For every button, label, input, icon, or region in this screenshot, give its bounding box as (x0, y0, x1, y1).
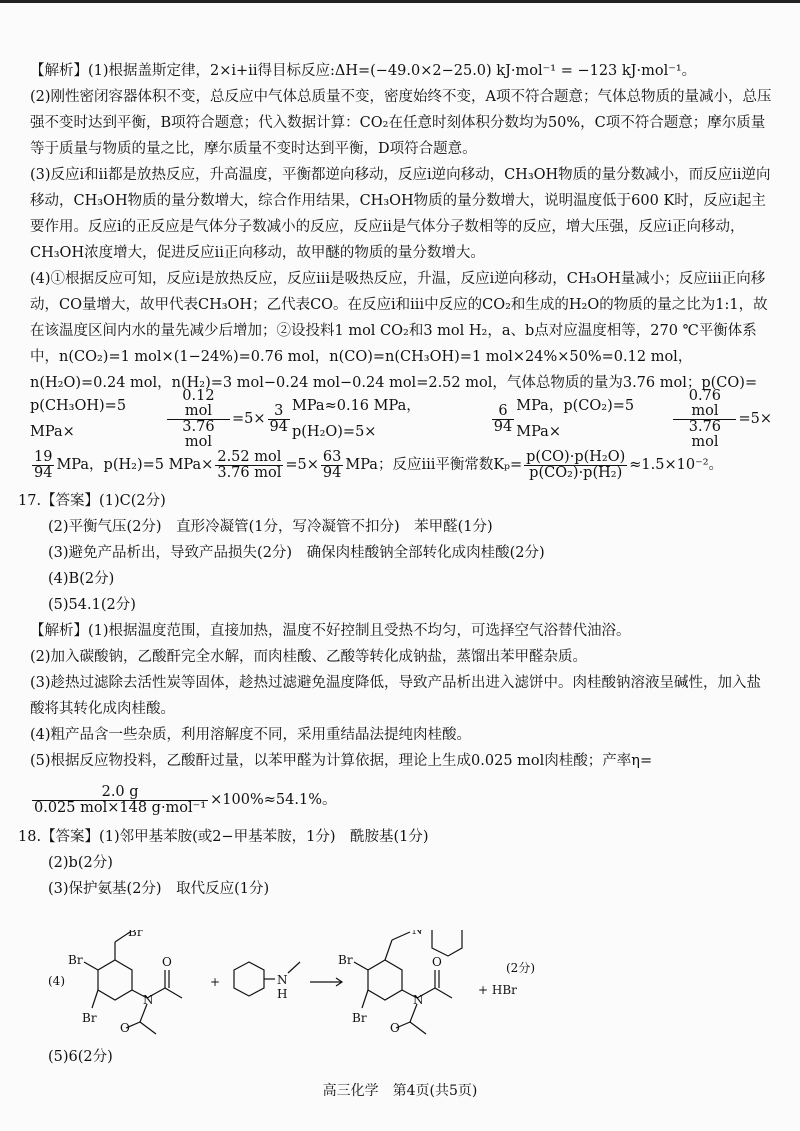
q17-answer-2: (2)平衡气压(2分) 直形冷凝管(1分，写冷凝管不扣分) 苯甲醛(1分) (48, 519, 493, 535)
br-label: Br (128, 930, 143, 939)
fraction: $\frac{6}{94}$ (493, 402, 513, 435)
q18-answer-1: 18.【答案】(1)邻甲基苯胺(或2−甲基苯胺，1分) 酰胺基(1分) (18, 829, 429, 845)
o-label: O (162, 955, 172, 969)
o-label: O (120, 1021, 130, 1035)
analysis-16-part1: 【解析】(1)根据盖斯定律，2×ⅰ+ⅱ得目标反应:ΔH=(−49.0×2−25.0) kJ·mol⁻¹ = −123 kJ·mol⁻¹。 (30, 63, 697, 79)
o-label: O (432, 955, 442, 969)
fraction: $\frac{3}{94}$ (269, 402, 288, 435)
analysis-16-part4: (4)①根据反应可知，反应ⅰ是放热反应，反应ⅲ是吸热反应，升温，反应ⅰ逆向移动，CH₃OH量减小；反应ⅲ正向移动，CO量增大，故甲代表CH₃OH；乙代表CO。在反应ⅰ和ⅲ中反应的CO₂和生成的H₂O的物质的量之比为1:1，故在该温度区间内水的量先减少后增加；②设投料1 mol CO₂和3 mol H₂，a、b点对应温度相等，270 ℃平衡体系中，n(CO₂)=1 mol×(1−24%)=0.76 mol，n(CO)=n(CH₃OH)=1 mol×24%×50%=0.12 mol，n(H₂O)=0.24 mol，n(H₂)=3 mol−0.24 mol−0.24 mol=2.52 mol，气体总物质的量为3.76 mol；p(CO)= (30, 271, 768, 391)
n-label: N (277, 973, 288, 987)
hbr-label: + HBr (478, 983, 517, 997)
fraction: $\frac{63}{94}$ (322, 448, 342, 481)
reaction-scheme (30, 930, 750, 1050)
top-border (0, 0, 800, 3)
q17-answer-1: 17.【答案】(1)C(2分) (18, 493, 166, 509)
step4-label: (4) (48, 974, 65, 988)
answer-page (18, 58, 772, 902)
fraction: $\frac{\text{0.12 mol}}{\text{3.76 mol}}$ (167, 389, 230, 450)
yield-formula: $\frac{2.0 g}{\text{0.025 mol×148 g·mol⁻¹}}$ ×100%≈54.1%。 (34, 783, 337, 816)
analysis-16-part3: (3)反应ⅰ和ⅱ都是放热反应，升高温度，平衡都逆向移动，反应ⅰ逆向移动，CH₃OH物质的量分数减小，而反应ⅱ逆向移动，CH₃OH物质的量分数增大，综合作用结果，CH₃OH物质的量分数增大，说明温度低于600 K时，反应ⅰ起主要作用。反应ⅰ的正反应是气体分子数减小的反应，反应ⅱ是气体分子数相等的反应，增大压强，反应ⅰ正向移动，CH₃OH浓度增大，促进反应ⅱ正向移动，故甲醚的物质的量分数增大。 (30, 167, 771, 261)
fraction: $\frac{2.0 g}{\text{0.025 mol×148 g·mol⁻¹}}$ (34, 783, 207, 816)
br-label: Br (352, 1011, 367, 1025)
br-label: Br (82, 1011, 97, 1025)
fraction: $\frac{\text{2.52 mol}}{\text{3.76 mol}}$ (217, 448, 282, 481)
q17-analysis-1: 【解析】(1)根据温度范围，直接加热，温度不好控制且受热不均匀，可选择空气浴替代油浴。 (30, 623, 631, 639)
reaction-drawing (30, 930, 750, 1050)
q17-answer-5: (5)54.1(2分) (48, 597, 136, 613)
q18-answer-2: (2)b(2分) (48, 855, 113, 871)
q18-answer-5: (5)6(2分) (48, 1049, 113, 1065)
fraction: $\frac{\text{p(CO)·p(H₂O)}}{\text{p(CO₂)·p(H₂)}}$ (526, 448, 626, 481)
q17-analysis-5: (5)根据反应物投料，乙酸酐过量，以苯甲醛为计算依据，理论上生成0.025 mol肉桂酸；产率η= (30, 753, 653, 769)
q17-answer-3: (3)避免产品析出，导致产品损失(2分) 确保肉桂酸钠全部转化成肉桂酸(2分) (48, 545, 545, 561)
o-label: O (390, 1021, 400, 1035)
formula-line-1: p(CH₃OH)=5 MPa× $\frac{\text{0.12 mol}}{\text{3.76 mol}}$ =5× $\frac{3}{94}$ MPa≈0.16 MPa，p(H₂O)=5× $\frac{6}{94}$ MPa，p(CO₂)=5 MPa× $\frac{\text{0.76 mol}}{\text{3.76 mol}}$ =5× (30, 387, 772, 450)
q18-answer-3: (3)保护氨基(2分) 取代反应(1分) (48, 881, 270, 897)
br-label: Br (338, 953, 353, 967)
plus-sign: + (210, 975, 221, 989)
br-label: Br (68, 953, 83, 967)
step4-score: (2分) (506, 961, 535, 975)
h-label: H (277, 987, 288, 1001)
fraction: $\frac{19}{94}$ (34, 448, 53, 481)
q17-analysis-4: (4)粗产品含一些杂质，利用溶解度不同，采用重结晶法提纯肉桂酸。 (30, 727, 472, 743)
q17-analysis-2: (2)加入碳酸钠，乙酸酐完全水解，而肉桂酸、乙酸等转化成钠盐，蒸馏出苯甲醛杂质。 (30, 649, 588, 665)
n-label: N (413, 993, 424, 1007)
q17-analysis-3: (3)趁热过滤除去活性炭等固体，趁热过滤避免温度降低，导致产品析出进入滤饼中。肉桂酸钠溶液呈碱性，加入盐酸将其转化成肉桂酸。 (30, 675, 762, 717)
page-footer: 高三化学 第4页(共5页) (322, 1083, 478, 1099)
n-label: N (412, 930, 423, 937)
analysis-16-part2: (2)刚性密闭容器体积不变，总反应中气体总质量不变，密度始终不变，A项不符合题意；气体总物质的量减小，总压强不变时达到平衡，B项符合题意；代入数据计算：CO₂在任意时刻体积分数均为50%，C项不符合题意；摩尔质量等于质量与物质的量之比，摩尔质量不变时达到平衡，D项符合题意。 (30, 89, 772, 157)
n-label: N (143, 993, 154, 1007)
fraction: $\frac{\text{0.76 mol}}{\text{3.76 mol}}$ (673, 389, 736, 450)
q17-answer-4: (4)B(2分) (48, 571, 115, 587)
formula-line-2: $\frac{19}{94}$ MPa，p(H₂)=5 MPa× $\frac{\text{2.52 mol}}{\text{3.76 mol}}$ =5× $\frac{63}{94}$ MPa；反应ⅲ平衡常数Kₚ= $\frac{\text{p(CO)·p(H₂O)}}{\text{p(CO₂)·p(H₂)}}$ ≈1.5×10⁻²。 (34, 448, 724, 481)
